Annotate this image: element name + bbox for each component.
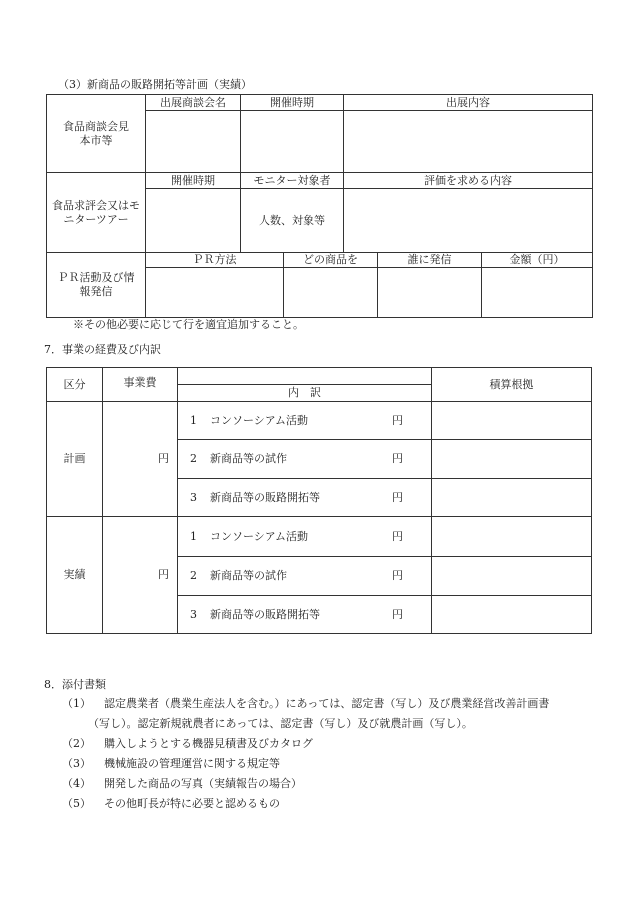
which-product-cell[interactable] [284, 268, 378, 318]
col-sekisan: 積算根拠 [432, 368, 592, 402]
attachment-number: （3） [62, 757, 91, 770]
pr-activity-label: ＰＲ活動及び情報発信 [47, 253, 146, 318]
section8-heading: 8．添付書類 [44, 678, 106, 691]
attachment-text: 開発した商品の写真（実績報告の場合） [104, 777, 302, 790]
item-unit: 円 [392, 529, 403, 543]
calc-basis-cell[interactable] [432, 557, 592, 596]
trade-show-label: 食品商談会見本市等 [47, 95, 146, 173]
col-pr-method: ＰＲ方法 [146, 253, 284, 268]
exhibition-content-cell[interactable] [344, 111, 593, 173]
item-unit: 円 [392, 607, 403, 621]
expense-item[interactable] [178, 517, 432, 557]
calc-basis-cell[interactable] [432, 596, 592, 634]
item-number: 3 [190, 607, 197, 621]
monitor-tour-label: 食品求評会又はモニターツアー [47, 173, 146, 253]
section3-footnote: ※その他必要に応じて行を適宜追加すること。 [73, 318, 304, 331]
attachment-text: その他町長が特に必要と認めるもの [104, 797, 280, 810]
monitor-period-cell[interactable] [146, 189, 241, 253]
calc-basis-cell[interactable] [432, 440, 592, 479]
col-monitor-period: 開催時期 [146, 173, 241, 189]
sales-plan-table [46, 94, 593, 318]
attachment-number: （2） [62, 737, 91, 750]
item-unit: 円 [392, 569, 403, 582]
attachment-text: 認定農業者（農業生産法人を含む。）にあっては、認定書（写し）及び農業経営改善計画書 [104, 697, 550, 710]
col-evaluation-content: 評価を求める内容 [344, 173, 593, 189]
col-uchiwake: 内 訳 [178, 385, 432, 402]
exhibition-name-cell[interactable] [146, 111, 241, 173]
item-name: 新商品等の販路開拓等 [210, 490, 320, 504]
col-jigyouhi: 事業費 [103, 368, 178, 402]
calc-basis-cell[interactable] [432, 479, 592, 517]
item-name: 新商品等の試作 [210, 452, 287, 465]
item-number: 2 [190, 452, 197, 465]
col-event-period: 開催時期 [241, 95, 344, 111]
col-exhibition-content: 出展内容 [344, 95, 593, 111]
attachment-number: （4） [62, 777, 91, 790]
item-name: 新商品等の販路開拓等 [210, 607, 320, 621]
col-which-product: どの商品を [284, 253, 378, 268]
attachment-number: （1） [62, 697, 91, 710]
expense-item[interactable] [178, 440, 432, 479]
amount-cell[interactable] [482, 268, 593, 318]
event-period-cell[interactable] [241, 111, 344, 173]
item-unit: 円 [392, 490, 403, 504]
section7-heading: 7．事業の経費及び内訳 [44, 343, 161, 356]
attachment-text-continued: （写し）。認定新規就農者にあっては、認定書（写し）及び就農計画（写し）。 [88, 717, 473, 730]
item-unit: 円 [392, 452, 403, 465]
col-send-to: 誰に発信 [378, 253, 482, 268]
attachment-text: 購入しようとする機器見積書及びカタログ [104, 737, 313, 750]
group-yen-actual[interactable]: 円 [103, 517, 178, 634]
calc-basis-cell[interactable] [432, 402, 592, 440]
col-monitor-target: モニター対象者 [241, 173, 344, 189]
calc-basis-cell[interactable] [432, 517, 592, 557]
expense-table [46, 367, 592, 634]
pr-method-cell[interactable] [146, 268, 284, 318]
expense-item[interactable] [178, 596, 432, 634]
attachment-number: （5） [62, 797, 91, 810]
item-number: 1 [190, 413, 197, 427]
expense-item[interactable] [178, 479, 432, 517]
monitor-target-note[interactable]: 人数、対象等 [241, 189, 344, 253]
col-kubun: 区分 [47, 368, 103, 402]
item-name: 新商品等の試作 [210, 569, 287, 582]
item-number: 3 [190, 490, 197, 504]
group-label-actual: 実績 [47, 517, 103, 634]
item-name: コンソーシアム活動 [210, 413, 309, 427]
group-label-plan: 計画 [47, 402, 103, 517]
group-yen-plan[interactable]: 円 [103, 402, 178, 517]
col-exhibition-name: 出展商談会名 [146, 95, 241, 111]
attachment-text: 機械施設の管理運営に関する規定等 [104, 757, 280, 770]
item-unit: 円 [392, 413, 403, 427]
expense-item[interactable] [178, 402, 432, 440]
col-amount: 金額（円） [482, 253, 593, 268]
item-number: 2 [190, 569, 197, 582]
item-number: 1 [190, 529, 197, 543]
item-name: コンソーシアム活動 [210, 529, 309, 543]
expense-item[interactable] [178, 557, 432, 596]
send-to-cell[interactable] [378, 268, 482, 318]
section3-heading: （3）新商品の販路開拓等計画（実績） [58, 78, 252, 91]
evaluation-content-cell[interactable] [344, 189, 593, 253]
